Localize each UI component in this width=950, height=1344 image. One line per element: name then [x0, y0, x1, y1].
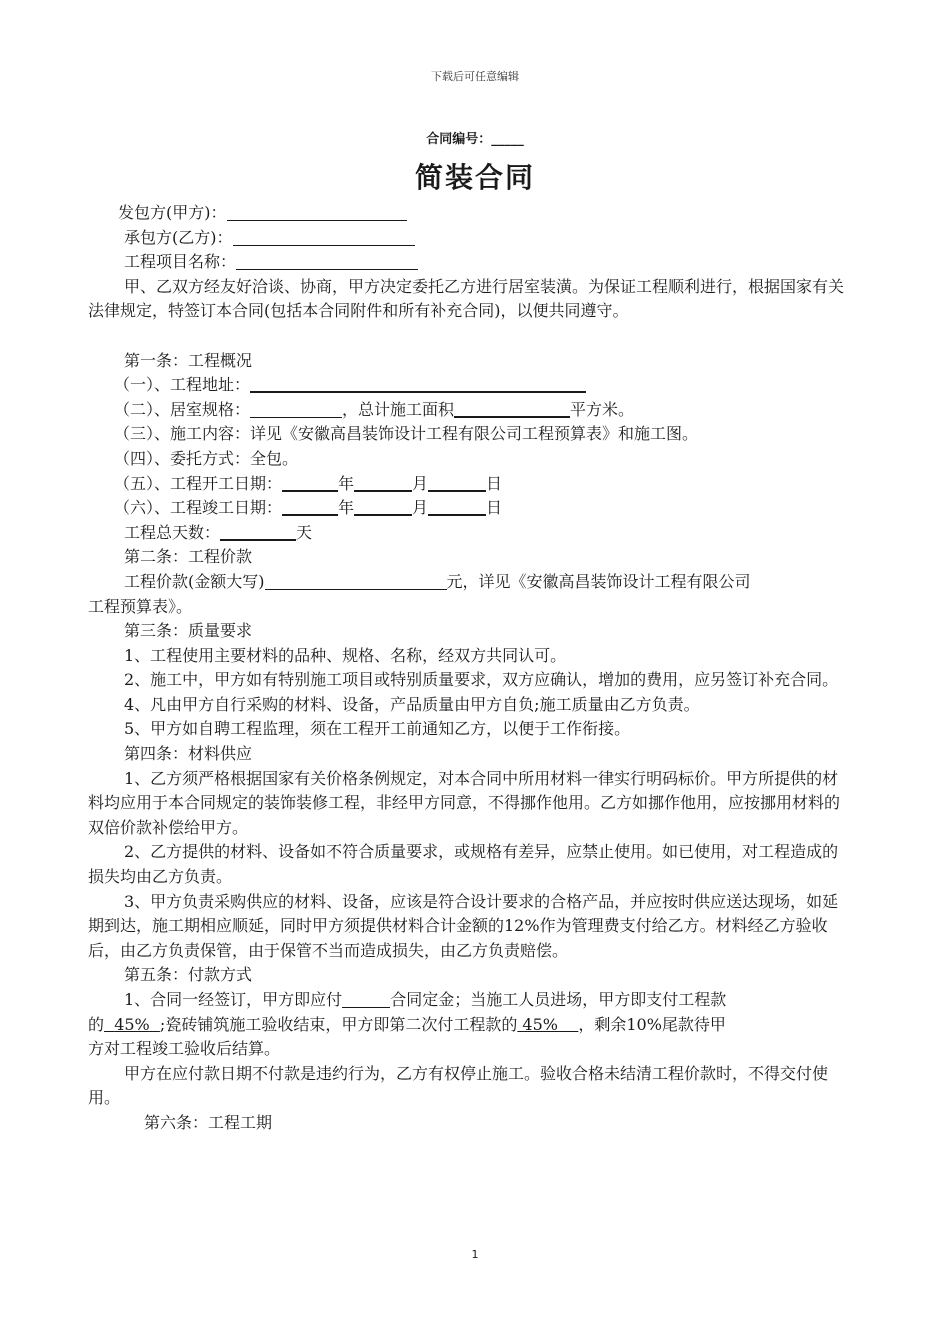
art3-heading: 第三条：质量要求 [124, 621, 253, 641]
payment-text: 1、合同一经签订，甲方即应付 [124, 990, 343, 1009]
party-a-label: 发包方(甲方)： [118, 203, 227, 222]
start-date-line [88, 472, 848, 497]
art2-heading: 第二条：工程价款 [124, 547, 253, 567]
total-days-blank[interactable] [220, 523, 296, 541]
late-payment-paragraph: 甲方在应付款日期不付款是违约行为，乙方有权停止施工。验收合格未结清工程价款时，不得交付使用。 [88, 1063, 829, 1108]
day-label: 日 [486, 498, 503, 518]
second-payment-percent [517, 1015, 578, 1034]
contract-number: 合同编号：_____ [426, 132, 524, 147]
start-month-blank[interactable] [354, 474, 412, 492]
project-name-line [88, 250, 848, 275]
end-date-label: （六）、工程竣工日期： [114, 498, 283, 518]
total-days-line [88, 521, 848, 546]
project-name-blank[interactable] [236, 253, 418, 270]
address-label: （一）、工程地址： [114, 375, 251, 395]
area-blank[interactable] [454, 400, 570, 418]
payment-text: 的 [88, 1014, 105, 1034]
art1-heading: 第一条：工程概况 [124, 350, 253, 370]
address-line [88, 373, 848, 398]
days-unit: 天 [296, 522, 313, 542]
art3-item: 2、施工中，甲方如有特别施工项目或特别质量要求，双方应确认，增加的费用，应另签订补充合同。 [124, 670, 839, 690]
spec-label: （二）、居室规格： [114, 399, 251, 419]
art3-item: 4、凡由甲方自行采购的材料、设备，产品质量由甲方自负;施工质量由乙方负责。 [124, 694, 700, 714]
address-blank[interactable] [250, 375, 586, 393]
year-label: 年 [338, 473, 355, 493]
end-date-line [88, 496, 848, 521]
project-name-label: 工程项目名称： [124, 252, 237, 272]
party-a-line [88, 201, 848, 226]
party-b-blank[interactable] [233, 229, 415, 246]
payment-line-1 [88, 988, 848, 1013]
price-line-cont: 工程预算表》。 [88, 596, 193, 616]
area-label: ，总计施工面积 [342, 399, 455, 419]
year-label: 年 [338, 498, 355, 518]
art3-item: 1、工程使用主要材料的品种、规格、名称，经双方共同认可。 [124, 645, 567, 665]
party-a-blank[interactable] [227, 204, 407, 221]
header-note: 下载后可任意编辑 [431, 70, 519, 83]
payment-text: ;瓷砖铺筑施工验收结束，甲方即第二次付工程款的 [159, 1014, 518, 1034]
area-unit: 平方米。 [570, 399, 635, 419]
price-blank[interactable] [265, 573, 447, 590]
intro-paragraph: 甲、乙双方经友好洽谈、协商，甲方决定委托乙方进行居室装潢。为保证工程顺利进行，根据国家有关法律规定，特签订本合同(包括本合同附件和所有补充合同)，以便共同遵守。 [88, 276, 845, 321]
start-day-blank[interactable] [428, 474, 486, 492]
total-days-label: 工程总天数： [124, 522, 221, 542]
start-date-label: （五）、工程开工日期： [114, 473, 283, 493]
price-note: 元，详见《安徽高昌装饰设计工程有限公司 [446, 571, 751, 591]
price-line [88, 570, 848, 595]
payment-text: 合同定金；当施工人员进场，甲方即支付工程款 [390, 990, 727, 1009]
start-year-blank[interactable] [282, 474, 338, 492]
month-label: 月 [412, 498, 429, 518]
art4-item: 1、乙方须严格根据国家有关价格条例规定，对本合同中所用材料一律实行明码标价。甲方所提供的材料均应用于本合同规定的装饰装修工程，非经甲方同意，不得挪作他用。乙方如挪作他用，应按挪用材料的双倍价款补偿给甲方。 [88, 768, 841, 837]
payment-line-3: 方对工程竣工验收后结算。 [88, 1039, 281, 1059]
art6-heading: 第六条：工程工期 [144, 1112, 273, 1132]
price-label: 工程价款(金额大写) [124, 571, 265, 591]
content-line: （三）、施工内容：详见《安徽高昌装饰设计工程有限公司工程预算表》和施工图。 [114, 424, 699, 444]
end-day-blank[interactable] [428, 498, 486, 516]
first-payment-percent [104, 1015, 160, 1034]
party-b-label: 承包方(乙方)： [124, 227, 233, 247]
spec-blank[interactable] [250, 401, 342, 418]
art3-item: 5、甲方如自聘工程监理，须在工程开工前通知乙方，以便于工作衔接。 [124, 719, 631, 739]
art4-heading: 第四条：材料供应 [124, 744, 253, 764]
art4-item: 3、甲方负责采购供应的材料、设备，应该是符合设计要求的合格产品，并应按时供应送达现场，如延期到达，施工期相应顺延，同时甲方须提供材料合计金额的12%作为管理费支付给乙方。材料经乙方验收后，由乙方负责保管，由于保管不当而造成损失，由乙方负责赔偿。 [88, 891, 839, 960]
end-month-blank[interactable] [354, 498, 412, 516]
deposit-blank[interactable] [342, 991, 390, 1008]
day-label: 日 [486, 473, 503, 493]
spacer [88, 324, 848, 349]
party-b-line [88, 226, 848, 251]
pct-value: 45% [522, 1014, 558, 1034]
method-line: （四）、委托方式：全包。 [114, 448, 299, 468]
contract-body [88, 201, 848, 1136]
pct-value: 45% [114, 1014, 150, 1034]
page-title: 简装合同 [414, 161, 535, 194]
month-label: 月 [412, 473, 429, 493]
art4-item: 2、乙方提供的材料、设备如不符合质量要求，或规格有差异，应禁止使用。如已使用，对工程造成的损失均由乙方负责。 [88, 842, 839, 887]
payment-line-2 [88, 1013, 848, 1038]
page-number: 1 [471, 1248, 479, 1261]
spec-line [88, 398, 848, 423]
payment-text: ，剩余10%尾款待甲 [578, 1014, 726, 1034]
end-year-blank[interactable] [282, 498, 338, 516]
art5-heading: 第五条：付款方式 [124, 965, 253, 985]
